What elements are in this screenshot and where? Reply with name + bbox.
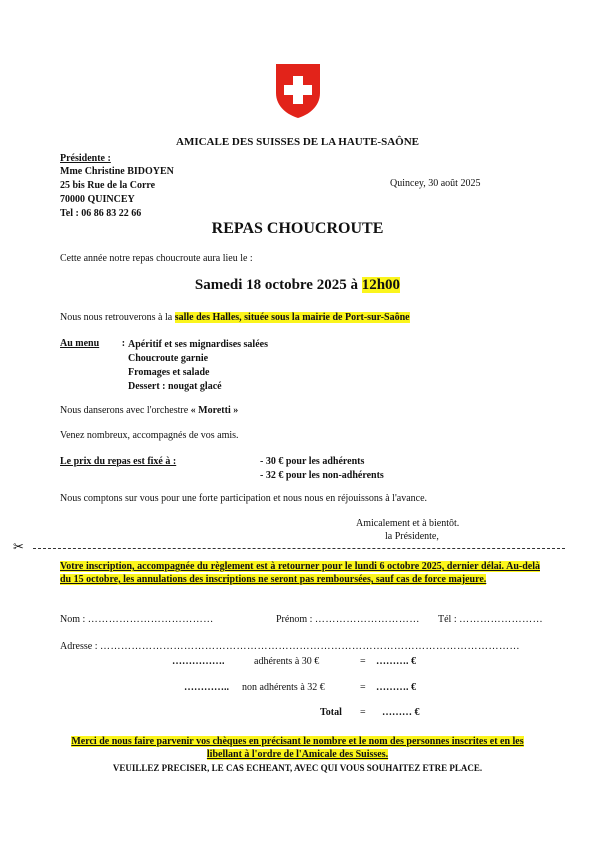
thanks-text: Merci de nous faire parvenir vos chèques en précisant le nombre et le nom des personnes inscrites et en les libellant à l'ordre de l'Amicale des Suisses.	[71, 736, 524, 760]
menu-colon: :	[121, 338, 126, 349]
cut-line-divider	[33, 548, 565, 549]
thanks-notice	[70, 735, 525, 761]
nonmembers-total[interactable]: ………. €	[376, 682, 416, 693]
name-field[interactable]	[60, 614, 214, 625]
tel-field[interactable]	[438, 614, 543, 625]
invite-text: Venez nombreux, accompagnés de vos amis.	[60, 430, 239, 441]
address-dots: …………………………………………………………………………………………………………	[100, 641, 520, 652]
place-date: Quincey, 30 août 2025	[390, 178, 481, 189]
president-label: Présidente :	[60, 153, 111, 164]
name-dots: ………………………………	[87, 614, 214, 625]
org-name: AMICALE DES SUISSES DE LA HAUTE-SAÔNE	[176, 136, 419, 148]
orchestra-line	[60, 405, 238, 416]
event-date-line	[0, 277, 595, 294]
total-value[interactable]: ……… €	[382, 707, 420, 718]
event-time: 12h00	[361, 277, 401, 293]
price-item-members: - 30 € pour les adhérents	[260, 456, 365, 467]
address-field[interactable]	[60, 641, 535, 652]
members-total[interactable]: ………. €	[376, 656, 416, 667]
tel-dots: ……………………	[459, 614, 544, 625]
price-item-nonmembers: - 32 € pour les non-adhérents	[260, 470, 384, 481]
president-address-line2: 70000 QUINCEY	[60, 194, 135, 205]
menu-label: Au menu	[60, 338, 100, 349]
signoff-line2: la Présidente,	[385, 531, 439, 542]
event-date: Samedi 18 octobre 2025 à	[194, 277, 358, 293]
menu-item: Apéritif et ses mignardises salées	[128, 339, 268, 350]
total-equals: =	[360, 707, 366, 718]
registration-notice	[60, 560, 540, 586]
members-qty[interactable]: …………….	[172, 656, 225, 667]
menu-item: Choucroute garnie	[128, 353, 209, 364]
menu-label-wrap	[60, 338, 125, 349]
menu-item: Dessert : nougat glacé	[128, 381, 222, 392]
swiss-shield-logo	[275, 63, 321, 119]
seating-note: VEUILLEZ PRECISER, LE CAS ECHEANT, AVEC QUI VOUS SOUHAITEZ ETRE PLACE.	[112, 763, 483, 773]
signoff-line1: Amicalement et à bientôt.	[356, 518, 460, 529]
intro-text: Cette année notre repas choucroute aura lieu le :	[60, 253, 253, 264]
price-list	[260, 455, 384, 483]
menu-item: Fromages et salade	[128, 367, 210, 378]
nonmembers-label: non adhérents à 32 €	[242, 682, 325, 693]
nonmembers-equals: =	[360, 682, 366, 693]
firstname-label: Prénom :	[276, 614, 313, 625]
tel-label: Tél :	[438, 614, 457, 625]
page-title: REPAS CHOUCROUTE	[211, 220, 384, 237]
closing-text: Nous comptons sur vous pour une forte participation et nous nous en réjouissons à l'avance.	[60, 493, 428, 504]
nonmembers-qty[interactable]: …………..	[184, 682, 229, 693]
president-name: Mme Christine BIDOYEN	[60, 166, 174, 177]
orchestra-name: « Moretti »	[190, 405, 239, 416]
price-label: Le prix du repas est fixé à :	[60, 456, 177, 467]
venue: salle des Halles, située sous la mairie de Port-sur-Saône	[174, 312, 410, 323]
venue-prefix: Nous nous retrouverons à la	[60, 312, 173, 323]
firstname-dots: …………………………	[314, 614, 420, 625]
venue-line	[60, 312, 410, 323]
firstname-field[interactable]	[276, 614, 420, 625]
total-label: Total	[320, 707, 342, 718]
menu-list	[128, 338, 268, 394]
president-phone: Tel : 06 86 83 22 66	[60, 208, 142, 219]
members-label: adhérents à 30 €	[254, 656, 320, 667]
members-equals: =	[360, 656, 366, 667]
name-label: Nom :	[60, 614, 86, 625]
orchestra-prefix: Nous danserons avec l'orchestre	[60, 405, 189, 416]
president-address-line1: 25 bis Rue de la Corre	[60, 180, 156, 191]
registration-notice-text: Votre inscription, accompagnée du règlement est à retourner pour le lundi 6 octobre 2025, dernier délai. Au-delà du 15 octobre, les annulations des inscriptions ne seront pas remboursées, sauf cas de force majeure.	[60, 561, 540, 585]
address-label: Adresse :	[60, 641, 98, 652]
scissors-icon: ✂	[13, 540, 24, 555]
